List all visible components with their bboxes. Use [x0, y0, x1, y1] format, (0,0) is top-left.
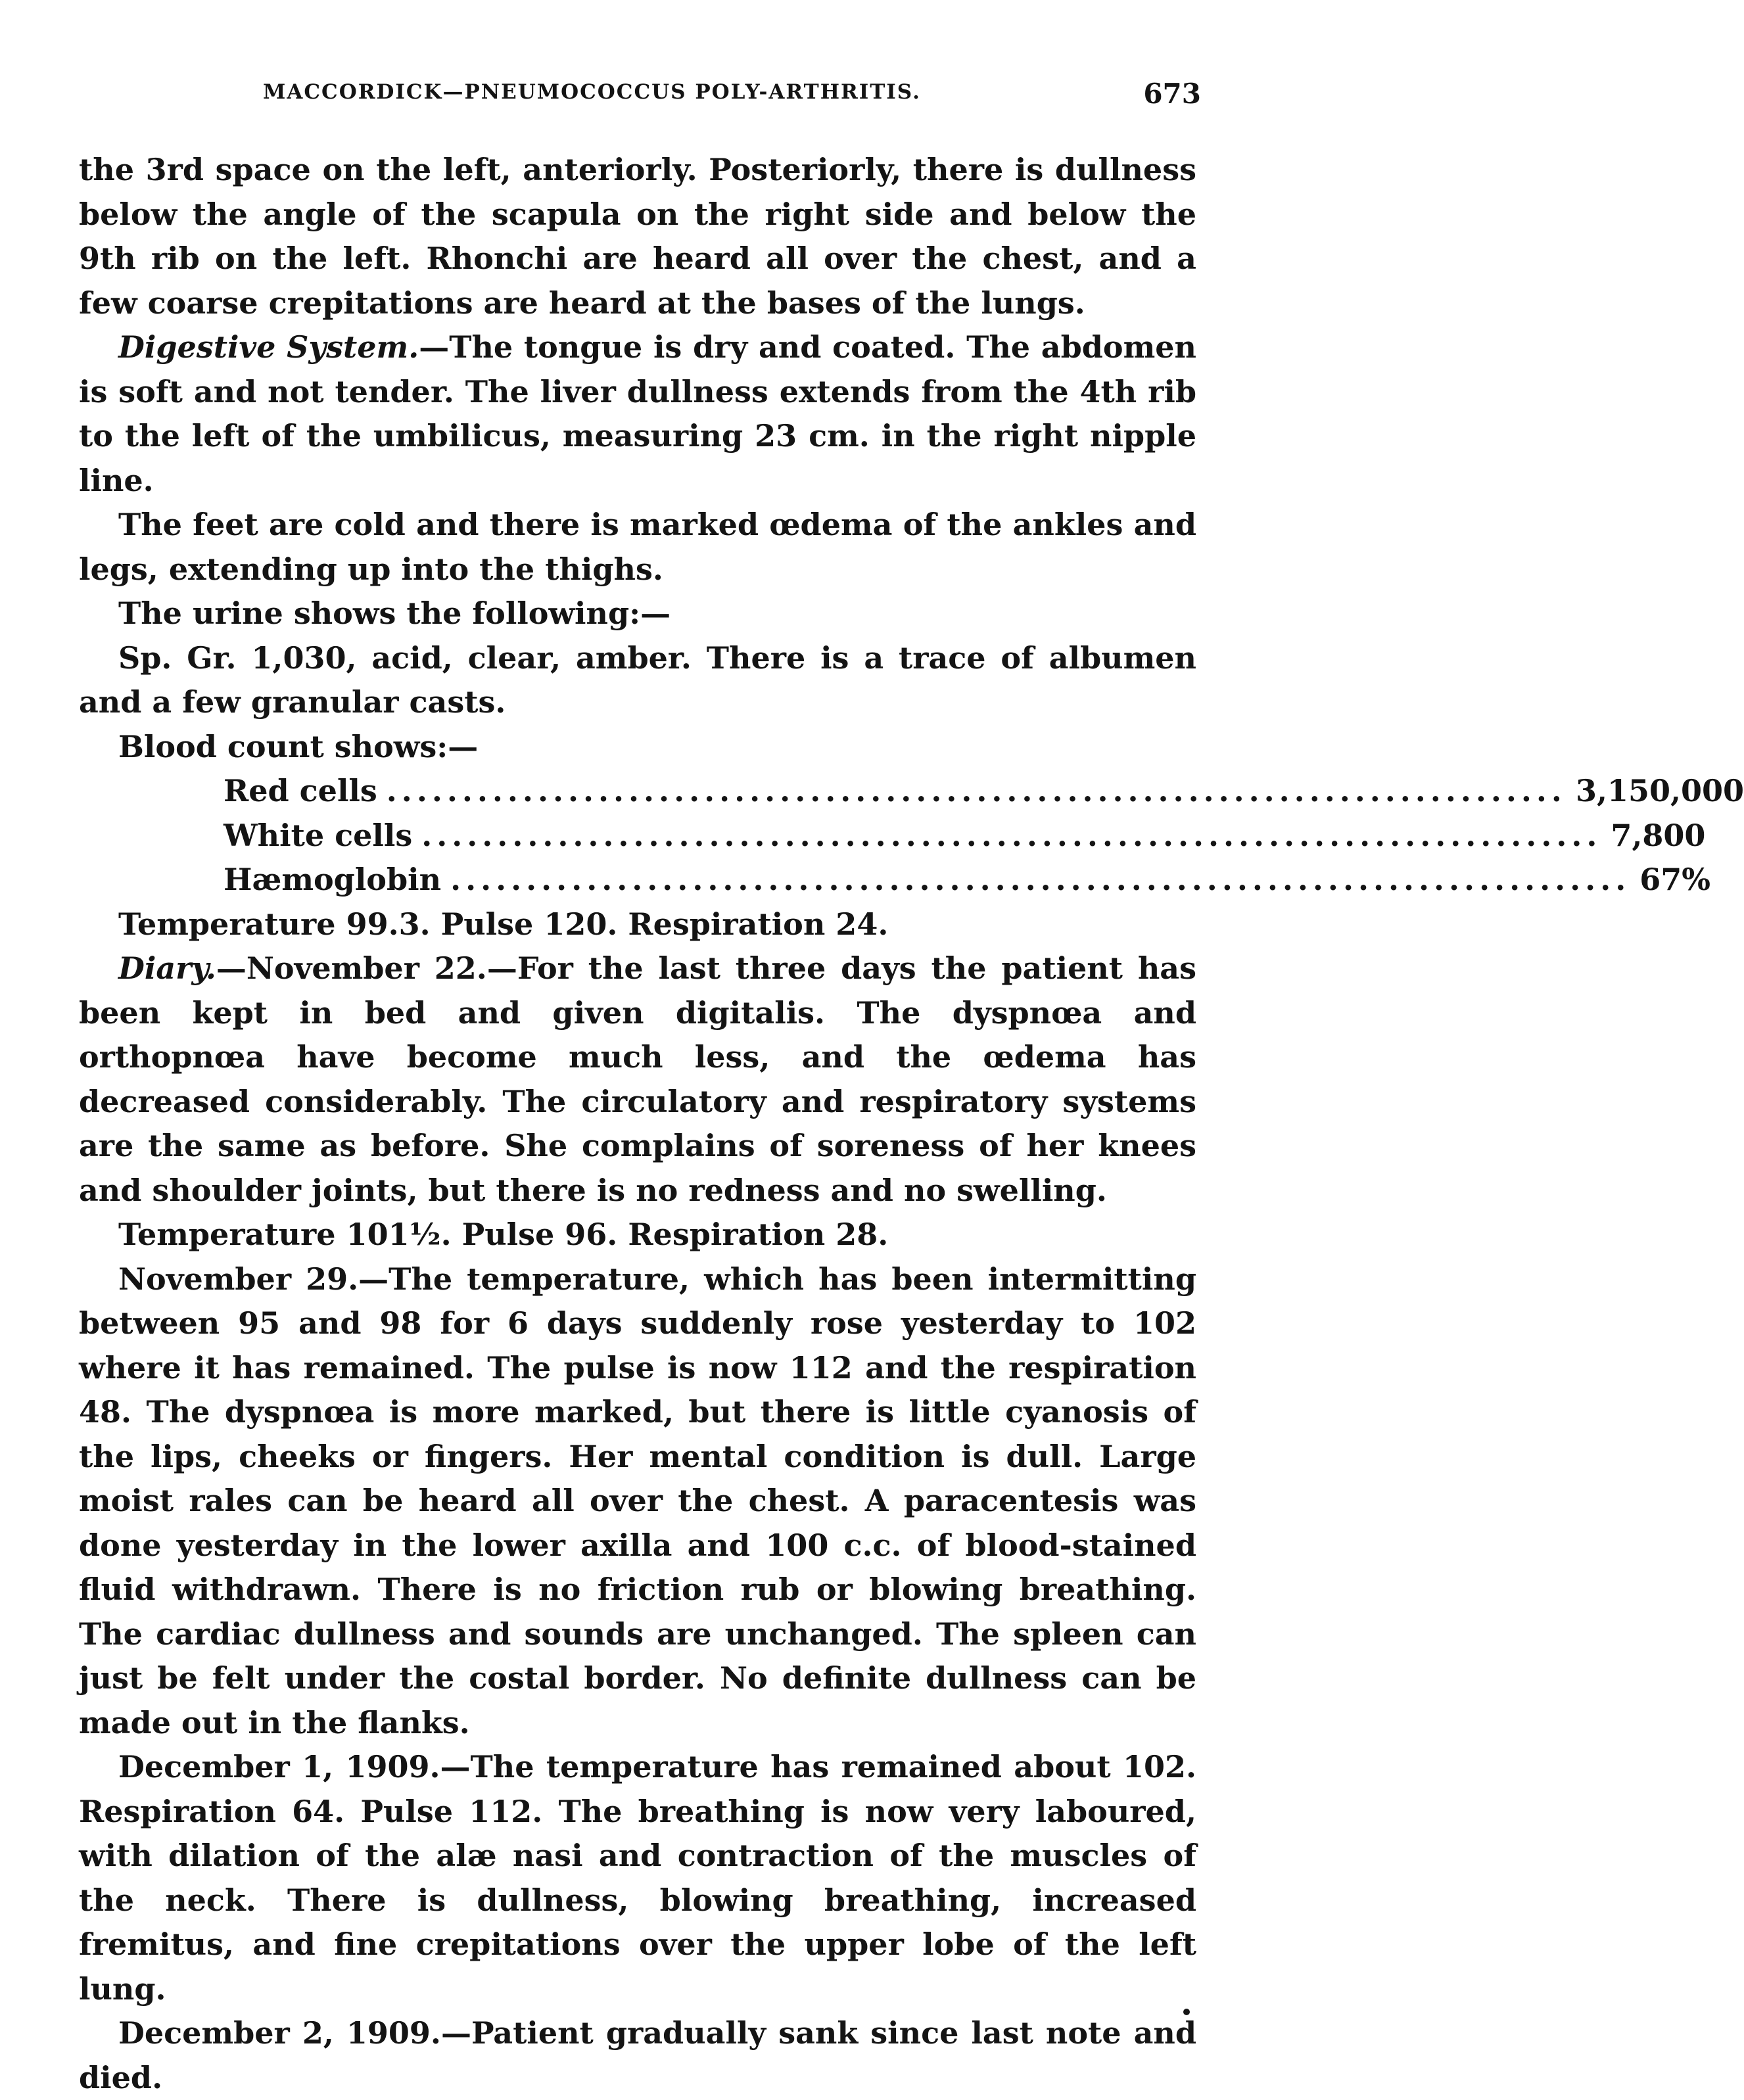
blood-count-label: Hæmoglobin — [224, 862, 442, 897]
running-title: MACCORDICK—PNEUMOCOCCUS POLY-ARTHRITIS. — [263, 80, 921, 104]
paragraph-diary-nov-29: November 29.—The temperature, which has been intermitting between 95 and 98 for 6 days suddenly rose yesterday to 102 where it has remained. The pulse is now 112 and the respiration 48. The dyspnœa is more marked, but there is little cyanosis of the lips, cheeks or fingers. Her mental condition is dull. Large moist rales can be heard all over the chest. A paracentesis was done yesterday in the lower axilla and 100 c.c. of blood-stained fluid withdrawn. There is no friction rub or blowing breathing. The cardiac dullness and sounds are unchanged. The spleen can just be felt under the costal border. No definite dullness can be made out in the flanks. — [79, 1261, 1196, 1740]
blood-count-value: 7,800 — [1611, 817, 1706, 853]
paragraph-urine-intro: The urine shows the following:— — [118, 595, 671, 631]
dot-leader: .............................................................................. — [421, 817, 1602, 853]
blood-count-row — [224, 769, 1744, 814]
page-end-dot — [1183, 2009, 1190, 2015]
paragraph-diary-dec-2: December 2, 1909.—Patient gradually sank since last note and died. — [79, 2015, 1196, 2095]
section-heading-digestive-system: Digestive System. — [118, 329, 419, 365]
blood-count-value: 67% — [1639, 862, 1710, 897]
paragraph-digestive-system-text: —The tongue is dry and coated. The abdomen is soft and not tender. The liver dullness extends from the 4th rib to the left of the umbilicus, measuring 23 cm. in the right nipple line. — [79, 329, 1196, 498]
paragraph-vitals-1: Temperature 99.3. Pulse 120. Respiration 24. — [118, 906, 889, 942]
paragraph-respiratory-continued: the 3rd space on the left, anteriorly. Posteriorly, there is dullness below the angle of the scapula on the right side and below the 9th rib on the left. Rhonchi are heard all over the chest, and a few coarse crepitations are heard at the bases of the lungs. — [79, 152, 1196, 321]
paragraph-urine-results: Sp. Gr. 1,030, acid, clear, amber. There is a trace of albumen and a few granular casts. — [79, 640, 1196, 720]
dot-leader: .............................................................................. — [450, 862, 1631, 897]
blood-count-label: White cells — [224, 817, 413, 853]
body-text — [79, 148, 1744, 2100]
blood-count-label: Red cells — [224, 773, 377, 808]
blood-count-row — [224, 814, 1706, 858]
blood-count-row — [224, 858, 1710, 902]
blood-count-table — [79, 769, 1744, 902]
running-head — [79, 78, 1201, 117]
paragraph-oedema: The feet are cold and there is marked œdema of the ankles and legs, extending up into the thighs. — [79, 507, 1196, 587]
paragraph-diary-dec-1: December 1, 1909.—The temperature has remained about 102. Respiration 64. Pulse 112. The breathing is now very laboured, with dilation of the alæ nasi and contraction of the muscles of the neck. There is dullness, blowing breathing, increased fremitus, and fine crepitations over the upper lobe of the left lung. — [79, 1749, 1196, 2007]
paragraph-blood-count-intro: Blood count shows:— — [118, 728, 479, 764]
paragraph-diary-nov-22 — [79, 946, 1196, 1213]
paragraph-digestive-system — [79, 325, 1196, 503]
paragraph-vitals-2: Temperature 101½. Pulse 96. Respiration 28. — [118, 1217, 889, 1252]
paragraph-diary-nov-22-text: —November 22.—For the last three days the patient has been kept in bed and given digitalis. The dyspnœa and orthopnœa have become much less, and the œdema has decreased considerably. The circulatory and respiratory systems are the same as before. She complains of soreness of her knees and shoulder joints, but there is no redness and no swelling. — [79, 950, 1196, 1208]
dot-leader: .............................................................................. — [386, 773, 1567, 808]
page-number: 673 — [1143, 78, 1201, 110]
blood-count-value: 3,150,000 — [1575, 773, 1744, 808]
section-heading-diary: Diary. — [118, 950, 216, 986]
